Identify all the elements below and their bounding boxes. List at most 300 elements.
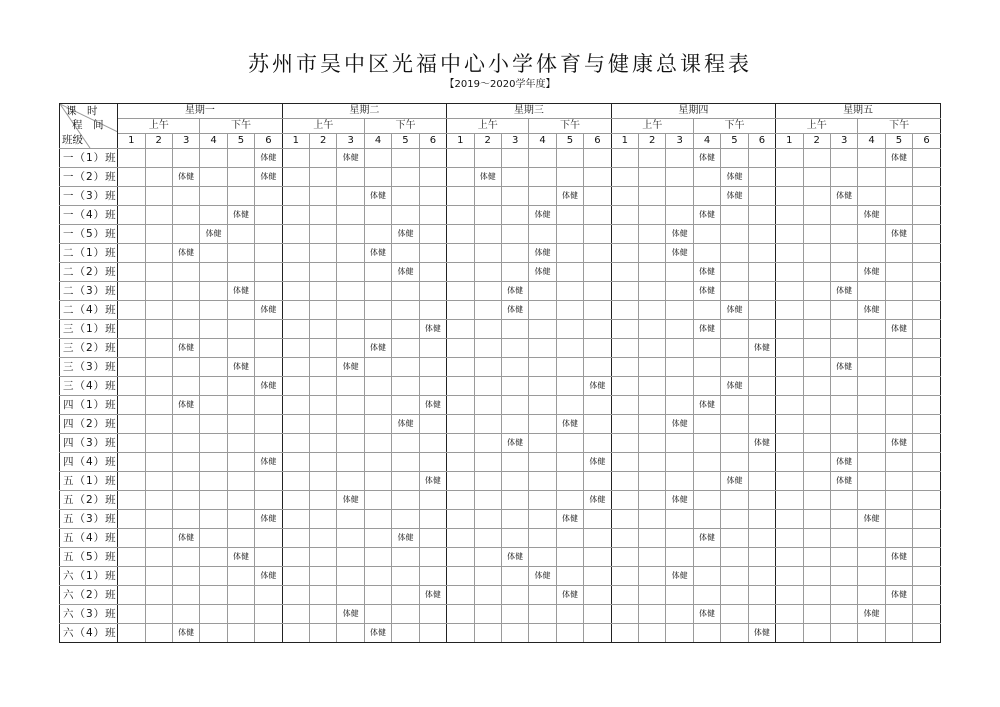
corner-label-middle: 程 间 — [72, 119, 104, 131]
empty-cell — [913, 434, 941, 453]
empty-cell — [337, 548, 364, 567]
class-name: 三（2）班 — [60, 339, 118, 358]
empty-cell — [501, 510, 528, 529]
empty-cell — [858, 415, 885, 434]
empty-cell — [611, 320, 638, 339]
empty-cell — [529, 396, 556, 415]
empty-cell — [474, 624, 501, 643]
empty-cell — [145, 586, 172, 605]
empty-cell — [639, 434, 666, 453]
empty-cell — [118, 263, 145, 282]
empty-cell — [501, 453, 528, 472]
empty-cell — [282, 491, 309, 510]
empty-cell — [556, 206, 583, 225]
empty-cell — [310, 529, 337, 548]
pe-lesson-cell: 体健 — [419, 472, 446, 491]
empty-cell — [172, 301, 199, 320]
pe-lesson-cell: 体健 — [501, 301, 528, 320]
empty-cell — [885, 491, 912, 510]
empty-cell — [584, 149, 611, 168]
am-header: 上午 — [611, 119, 693, 134]
page-subtitle: 【2019～2020学年度】 — [444, 79, 556, 90]
class-name: 四（2）班 — [60, 415, 118, 434]
empty-cell — [337, 472, 364, 491]
class-name: 四（4）班 — [60, 453, 118, 472]
empty-cell — [200, 510, 227, 529]
empty-cell — [885, 453, 912, 472]
empty-cell — [858, 339, 885, 358]
empty-cell — [200, 624, 227, 643]
empty-cell — [200, 415, 227, 434]
empty-cell — [666, 358, 693, 377]
empty-cell — [255, 225, 282, 244]
empty-cell — [364, 434, 391, 453]
class-name: 五（5）班 — [60, 548, 118, 567]
empty-cell — [200, 434, 227, 453]
empty-cell — [255, 548, 282, 567]
class-row — [60, 377, 941, 396]
empty-cell — [501, 377, 528, 396]
empty-cell — [364, 396, 391, 415]
empty-cell — [172, 225, 199, 244]
pm-header: 下午 — [200, 119, 282, 134]
pe-lesson-cell: 体健 — [693, 320, 720, 339]
class-row — [60, 605, 941, 624]
empty-cell — [310, 586, 337, 605]
empty-cell — [118, 339, 145, 358]
empty-cell — [227, 415, 254, 434]
empty-cell — [885, 605, 912, 624]
empty-cell — [364, 567, 391, 586]
empty-cell — [392, 510, 419, 529]
empty-cell — [693, 168, 720, 187]
empty-cell — [501, 472, 528, 491]
empty-cell — [145, 529, 172, 548]
empty-cell — [611, 491, 638, 510]
empty-cell — [145, 225, 172, 244]
empty-cell — [447, 149, 474, 168]
empty-cell — [776, 510, 803, 529]
empty-cell — [666, 339, 693, 358]
empty-cell — [693, 567, 720, 586]
empty-cell — [364, 168, 391, 187]
empty-cell — [447, 529, 474, 548]
empty-cell — [556, 320, 583, 339]
class-name: 一（2）班 — [60, 168, 118, 187]
empty-cell — [255, 529, 282, 548]
empty-cell — [830, 548, 857, 567]
empty-cell — [419, 434, 446, 453]
empty-cell — [227, 434, 254, 453]
empty-cell — [803, 605, 830, 624]
empty-cell — [364, 548, 391, 567]
empty-cell — [803, 244, 830, 263]
empty-cell — [830, 415, 857, 434]
empty-cell — [913, 244, 941, 263]
empty-cell — [776, 377, 803, 396]
empty-cell — [584, 472, 611, 491]
class-row — [60, 358, 941, 377]
empty-cell — [776, 263, 803, 282]
empty-cell — [858, 586, 885, 605]
empty-cell — [803, 301, 830, 320]
period-number: 4 — [364, 134, 391, 149]
empty-cell — [364, 415, 391, 434]
period-number: 4 — [200, 134, 227, 149]
empty-cell — [556, 396, 583, 415]
empty-cell — [556, 358, 583, 377]
empty-cell — [666, 548, 693, 567]
empty-cell — [118, 567, 145, 586]
empty-cell — [693, 225, 720, 244]
empty-cell — [584, 168, 611, 187]
empty-cell — [639, 339, 666, 358]
empty-cell — [666, 453, 693, 472]
empty-cell — [639, 472, 666, 491]
empty-cell — [310, 567, 337, 586]
empty-cell — [118, 548, 145, 567]
empty-cell — [172, 358, 199, 377]
empty-cell — [776, 301, 803, 320]
empty-cell — [611, 548, 638, 567]
empty-cell — [776, 168, 803, 187]
empty-cell — [501, 415, 528, 434]
pe-lesson-cell: 体健 — [885, 434, 912, 453]
pe-lesson-cell: 体健 — [666, 225, 693, 244]
empty-cell — [556, 434, 583, 453]
empty-cell — [474, 320, 501, 339]
empty-cell — [200, 472, 227, 491]
empty-cell — [118, 472, 145, 491]
empty-cell — [639, 624, 666, 643]
empty-cell — [803, 187, 830, 206]
empty-cell — [447, 301, 474, 320]
empty-cell — [803, 434, 830, 453]
empty-cell — [447, 339, 474, 358]
empty-cell — [200, 548, 227, 567]
period-number: 1 — [118, 134, 145, 149]
empty-cell — [748, 491, 775, 510]
empty-cell — [172, 491, 199, 510]
empty-cell — [474, 282, 501, 301]
empty-cell — [885, 377, 912, 396]
empty-cell — [913, 282, 941, 301]
empty-cell — [447, 624, 474, 643]
empty-cell — [584, 320, 611, 339]
empty-cell — [364, 263, 391, 282]
empty-cell — [776, 548, 803, 567]
empty-cell — [885, 529, 912, 548]
empty-cell — [419, 377, 446, 396]
empty-cell — [447, 510, 474, 529]
empty-cell — [282, 567, 309, 586]
empty-cell — [447, 548, 474, 567]
period-number: 1 — [776, 134, 803, 149]
empty-cell — [611, 624, 638, 643]
pe-lesson-cell: 体健 — [693, 529, 720, 548]
pe-lesson-cell: 体健 — [501, 282, 528, 301]
pe-lesson-cell: 体健 — [255, 301, 282, 320]
empty-cell — [721, 529, 748, 548]
empty-cell — [337, 586, 364, 605]
empty-cell — [748, 358, 775, 377]
empty-cell — [337, 529, 364, 548]
empty-cell — [748, 244, 775, 263]
empty-cell — [172, 206, 199, 225]
empty-cell — [310, 244, 337, 263]
empty-cell — [447, 491, 474, 510]
empty-cell — [830, 263, 857, 282]
empty-cell — [913, 377, 941, 396]
class-row — [60, 149, 941, 168]
empty-cell — [721, 605, 748, 624]
pe-lesson-cell: 体健 — [474, 168, 501, 187]
empty-cell — [885, 510, 912, 529]
empty-cell — [447, 434, 474, 453]
empty-cell — [556, 282, 583, 301]
class-row — [60, 453, 941, 472]
empty-cell — [310, 510, 337, 529]
empty-cell — [913, 567, 941, 586]
empty-cell — [611, 396, 638, 415]
empty-cell — [666, 434, 693, 453]
empty-cell — [748, 168, 775, 187]
empty-cell — [721, 263, 748, 282]
pe-lesson-cell: 体健 — [529, 567, 556, 586]
empty-cell — [501, 624, 528, 643]
empty-cell — [556, 472, 583, 491]
class-name: 三（1）班 — [60, 320, 118, 339]
empty-cell — [118, 434, 145, 453]
empty-cell — [885, 472, 912, 491]
empty-cell — [392, 282, 419, 301]
empty-cell — [639, 548, 666, 567]
empty-cell — [611, 206, 638, 225]
empty-cell — [392, 396, 419, 415]
empty-cell — [776, 225, 803, 244]
empty-cell — [913, 453, 941, 472]
empty-cell — [310, 339, 337, 358]
empty-cell — [474, 244, 501, 263]
pe-lesson-cell: 体健 — [172, 168, 199, 187]
empty-cell — [611, 415, 638, 434]
empty-cell — [337, 244, 364, 263]
empty-cell — [227, 320, 254, 339]
period-number: 4 — [858, 134, 885, 149]
pe-lesson-cell: 体健 — [227, 206, 254, 225]
pe-lesson-cell: 体健 — [693, 282, 720, 301]
empty-cell — [282, 510, 309, 529]
class-name: 六（2）班 — [60, 586, 118, 605]
empty-cell — [474, 491, 501, 510]
empty-cell — [885, 567, 912, 586]
empty-cell — [145, 415, 172, 434]
empty-cell — [337, 206, 364, 225]
empty-cell — [172, 377, 199, 396]
empty-cell — [885, 624, 912, 643]
empty-cell — [145, 149, 172, 168]
empty-cell — [145, 301, 172, 320]
empty-cell — [392, 624, 419, 643]
empty-cell — [776, 491, 803, 510]
pe-lesson-cell: 体健 — [885, 225, 912, 244]
empty-cell — [145, 567, 172, 586]
pe-lesson-cell: 体健 — [255, 567, 282, 586]
empty-cell — [364, 605, 391, 624]
class-name: 二（2）班 — [60, 263, 118, 282]
empty-cell — [803, 206, 830, 225]
empty-cell — [639, 206, 666, 225]
pe-lesson-cell: 体健 — [227, 358, 254, 377]
empty-cell — [556, 244, 583, 263]
pe-lesson-cell: 体健 — [858, 605, 885, 624]
empty-cell — [364, 358, 391, 377]
pe-lesson-cell: 体健 — [337, 605, 364, 624]
class-name: 一（5）班 — [60, 225, 118, 244]
empty-cell — [885, 206, 912, 225]
period-number: 3 — [666, 134, 693, 149]
empty-cell — [584, 586, 611, 605]
empty-cell — [830, 434, 857, 453]
empty-cell — [913, 320, 941, 339]
am-header: 上午 — [776, 119, 858, 134]
empty-cell — [803, 529, 830, 548]
empty-cell — [172, 472, 199, 491]
empty-cell — [639, 225, 666, 244]
empty-cell — [227, 472, 254, 491]
pe-lesson-cell: 体健 — [721, 301, 748, 320]
empty-cell — [255, 472, 282, 491]
pe-lesson-cell: 体健 — [721, 472, 748, 491]
corner-header — [60, 104, 118, 149]
empty-cell — [529, 491, 556, 510]
empty-cell — [830, 149, 857, 168]
period-number: 5 — [721, 134, 748, 149]
empty-cell — [611, 510, 638, 529]
empty-cell — [337, 320, 364, 339]
empty-cell — [447, 187, 474, 206]
empty-cell — [666, 624, 693, 643]
empty-cell — [529, 415, 556, 434]
empty-cell — [392, 567, 419, 586]
empty-cell — [145, 434, 172, 453]
empty-cell — [529, 187, 556, 206]
empty-cell — [858, 377, 885, 396]
empty-cell — [337, 263, 364, 282]
empty-cell — [282, 206, 309, 225]
empty-cell — [748, 377, 775, 396]
class-row — [60, 187, 941, 206]
pe-lesson-cell: 体健 — [666, 567, 693, 586]
empty-cell — [419, 548, 446, 567]
class-row — [60, 491, 941, 510]
empty-cell — [474, 567, 501, 586]
empty-cell — [310, 396, 337, 415]
empty-cell — [556, 548, 583, 567]
corner-label-bottom: 班级 — [62, 134, 83, 146]
class-row — [60, 168, 941, 187]
pe-lesson-cell: 体健 — [501, 548, 528, 567]
empty-cell — [556, 149, 583, 168]
empty-cell — [803, 510, 830, 529]
empty-cell — [118, 149, 145, 168]
corner-label-top: 课 时 — [66, 105, 98, 117]
class-row — [60, 301, 941, 320]
empty-cell — [474, 225, 501, 244]
empty-cell — [611, 586, 638, 605]
pm-header: 下午 — [364, 119, 446, 134]
empty-cell — [776, 320, 803, 339]
class-row — [60, 624, 941, 643]
pe-lesson-cell: 体健 — [529, 244, 556, 263]
empty-cell — [392, 453, 419, 472]
empty-cell — [584, 567, 611, 586]
pe-lesson-cell: 体健 — [364, 244, 391, 263]
empty-cell — [748, 586, 775, 605]
empty-cell — [255, 320, 282, 339]
class-row — [60, 567, 941, 586]
empty-cell — [419, 624, 446, 643]
empty-cell — [913, 225, 941, 244]
empty-cell — [419, 244, 446, 263]
empty-cell — [639, 510, 666, 529]
empty-cell — [474, 415, 501, 434]
empty-cell — [803, 396, 830, 415]
empty-cell — [885, 415, 912, 434]
empty-cell — [858, 453, 885, 472]
empty-cell — [145, 396, 172, 415]
empty-cell — [447, 320, 474, 339]
empty-cell — [364, 320, 391, 339]
empty-cell — [776, 529, 803, 548]
empty-cell — [447, 168, 474, 187]
period-number: 2 — [803, 134, 830, 149]
empty-cell — [255, 434, 282, 453]
empty-cell — [392, 472, 419, 491]
empty-cell — [310, 358, 337, 377]
pe-lesson-cell: 体健 — [885, 586, 912, 605]
class-row — [60, 282, 941, 301]
empty-cell — [858, 548, 885, 567]
empty-cell — [666, 396, 693, 415]
empty-cell — [529, 510, 556, 529]
empty-cell — [364, 472, 391, 491]
period-number: 6 — [913, 134, 941, 149]
empty-cell — [556, 377, 583, 396]
class-row — [60, 206, 941, 225]
empty-cell — [419, 149, 446, 168]
empty-cell — [419, 187, 446, 206]
empty-cell — [666, 187, 693, 206]
empty-cell — [282, 529, 309, 548]
empty-cell — [419, 225, 446, 244]
empty-cell — [501, 605, 528, 624]
empty-cell — [255, 605, 282, 624]
empty-cell — [364, 510, 391, 529]
empty-cell — [447, 263, 474, 282]
empty-cell — [282, 586, 309, 605]
empty-cell — [200, 339, 227, 358]
class-row — [60, 415, 941, 434]
empty-cell — [474, 377, 501, 396]
empty-cell — [748, 282, 775, 301]
empty-cell — [556, 263, 583, 282]
empty-cell — [611, 472, 638, 491]
empty-cell — [255, 358, 282, 377]
empty-cell — [858, 168, 885, 187]
empty-cell — [118, 282, 145, 301]
empty-cell — [227, 567, 254, 586]
